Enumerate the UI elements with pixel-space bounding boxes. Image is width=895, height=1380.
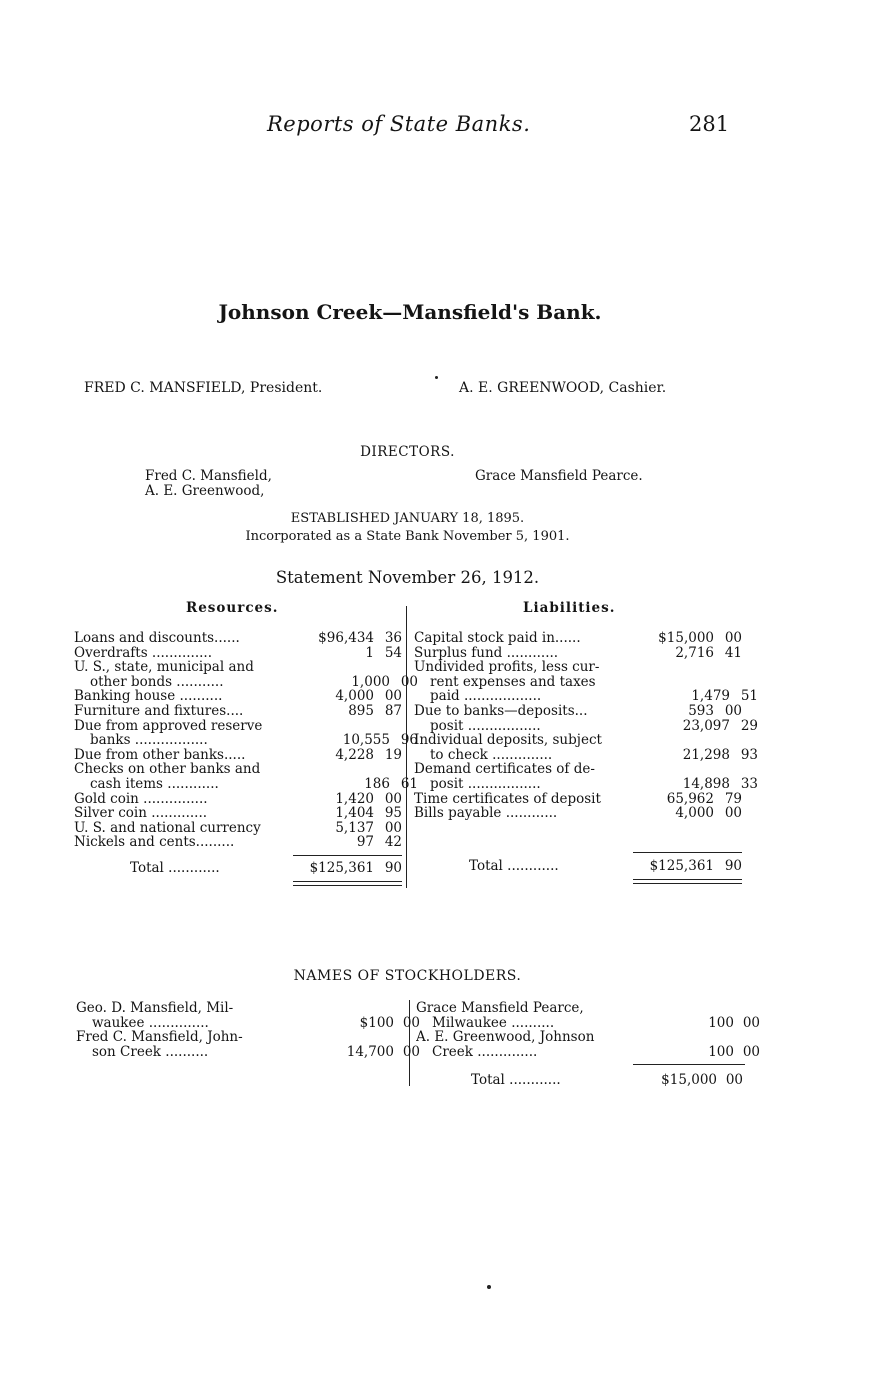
president: FRED C. MANSFIELD, President.: [84, 380, 323, 396]
row-label: waukee ..............: [92, 1015, 209, 1031]
row-cents: 00: [384, 819, 402, 836]
row-label: Silver coin .............: [74, 806, 208, 821]
row-cents: 00: [402, 1014, 420, 1031]
total-dollars: $125,361: [649, 858, 714, 874]
row-dollars: 186: [364, 775, 390, 792]
row-label: banks .................: [90, 733, 208, 748]
table-row: [74, 835, 418, 850]
total-label: Total ............: [469, 858, 559, 874]
row-cents: [374, 762, 402, 777]
total-rule: [293, 855, 402, 856]
row-cents: 51: [740, 688, 758, 705]
row-cents: 00: [384, 790, 402, 807]
row-cents: 41: [724, 644, 742, 661]
row-cents: [718, 1001, 744, 1016]
row-label: other bonds ...........: [90, 674, 224, 690]
table-row: [414, 762, 758, 777]
row-dollars: [636, 733, 714, 748]
row-cents: [714, 762, 742, 777]
row-cents: 00: [724, 805, 742, 822]
row-cents: 61: [400, 775, 418, 792]
table-row: [74, 792, 418, 807]
table-row: [414, 660, 758, 675]
row-cents: 33: [740, 775, 758, 792]
table-row: [414, 646, 758, 661]
table-row: [416, 1030, 760, 1045]
row-cents: 79: [724, 790, 742, 807]
row-cents: 42: [384, 834, 402, 851]
row-cents: [730, 675, 758, 690]
row-cents: 00: [724, 702, 742, 719]
table-row: [74, 806, 418, 821]
double-rule: [293, 885, 402, 886]
row-dollars: 1: [365, 644, 374, 661]
row-label: Individual deposits, subject: [414, 733, 602, 748]
table-row: [414, 733, 758, 748]
table-row: [76, 1016, 420, 1031]
row-cents: [714, 733, 742, 748]
total-cents: 90: [724, 858, 742, 874]
row-label: Capital stock paid in......: [414, 631, 581, 646]
cashier: A. E. GREENWOOD, Cashier.: [459, 380, 667, 396]
row-dollars: 14,898: [682, 775, 730, 792]
row-cents: 00: [384, 688, 402, 705]
row-label: to check ..............: [430, 747, 553, 763]
row-label: Grace Mansfield Pearce,: [416, 1001, 584, 1016]
table-row: [414, 719, 758, 734]
double-rule: [633, 883, 742, 884]
stockholders-right-list: [416, 1001, 760, 1059]
row-cents: 00: [400, 673, 418, 690]
row-label: Banking house ..........: [74, 689, 223, 704]
total-cents: 00: [725, 1072, 743, 1088]
row-label: Bills payable ............: [414, 806, 558, 821]
row-label: Checks on other banks and: [74, 762, 261, 777]
row-dollars: [638, 1030, 718, 1045]
row-label: Surplus fund ............: [414, 645, 559, 661]
row-cents: 00: [742, 1043, 760, 1060]
row-cents: 19: [384, 746, 402, 763]
total-dollars: $15,000: [661, 1072, 717, 1088]
row-cents: 87: [384, 702, 402, 719]
resources-total-row: [130, 860, 402, 876]
table-row: [416, 1016, 760, 1031]
row-dollars: [638, 1001, 718, 1016]
row-dollars: [298, 1001, 378, 1016]
row-cents: 36: [384, 630, 402, 646]
row-label: Nickels and cents.........: [74, 835, 235, 850]
row-label: Milwaukee ..........: [432, 1015, 555, 1031]
table-row: [414, 675, 758, 690]
row-label: Due from other banks.....: [74, 747, 246, 763]
row-dollars: 1,420: [335, 790, 374, 807]
director-name: Fred C. Mansfield,: [145, 468, 272, 484]
row-dollars: 2,716: [675, 644, 714, 661]
table-row: [416, 1045, 760, 1060]
table-row: [414, 792, 758, 807]
table-row: [414, 631, 758, 646]
row-dollars: $100: [359, 1014, 394, 1031]
row-cents: 00: [742, 1014, 760, 1031]
row-cents: [714, 660, 742, 675]
row-cents: 95: [384, 805, 402, 822]
table-row: [414, 777, 758, 792]
row-dollars: 100: [708, 1014, 734, 1031]
table-row: [414, 689, 758, 704]
row-label: Loans and discounts......: [74, 631, 240, 646]
double-rule: [633, 879, 742, 880]
row-label: rent expenses and taxes: [430, 674, 596, 690]
row-dollars: 1,000: [351, 673, 390, 690]
row-dollars: [296, 719, 374, 734]
print-speck: [487, 1285, 491, 1289]
table-row: [74, 704, 418, 719]
row-dollars: [298, 1030, 378, 1045]
total-label: Total ............: [471, 1072, 561, 1088]
row-dollars: [652, 675, 730, 690]
row-dollars: [636, 762, 714, 777]
row-label: Overdrafts ..............: [74, 645, 212, 661]
total-dollars: $125,361: [309, 860, 374, 876]
row-label: posit .................: [430, 776, 541, 792]
table-row: [76, 1045, 420, 1060]
row-label: Undivided profits, less cur-: [414, 660, 600, 675]
liabilities-heading: Liabilities.: [523, 600, 616, 616]
stockholders-left-list: [76, 1001, 420, 1059]
row-label: U. S. and national currency: [74, 820, 261, 836]
row-label: Time certificates of deposit: [414, 791, 601, 807]
directors-heading: DIRECTORS.: [360, 444, 455, 460]
table-row: [74, 821, 418, 836]
row-dollars: 97: [356, 834, 374, 851]
table-row: [74, 689, 418, 704]
row-dollars: 593: [688, 702, 714, 719]
row-label: Due to banks—deposits...: [414, 703, 588, 719]
row-label: Furniture and fixtures....: [74, 703, 244, 719]
row-dollars: 4,000: [335, 688, 374, 705]
page-number: 281: [689, 112, 730, 136]
row-dollars: 1,479: [691, 688, 730, 705]
row-label: Fred C. Mansfield, John-: [76, 1030, 243, 1045]
table-row: [76, 1001, 420, 1016]
row-dollars: 14,700: [346, 1043, 394, 1060]
resources-list: [74, 631, 418, 850]
row-dollars: 4,228: [335, 746, 374, 763]
table-row: [416, 1001, 760, 1016]
row-dollars: $96,434: [318, 630, 374, 646]
row-label: paid ..................: [430, 689, 542, 704]
row-cents: 00: [402, 1043, 420, 1060]
row-label: Gold coin ...............: [74, 791, 208, 807]
row-dollars: 10,555: [342, 732, 390, 749]
row-label: cash items ............: [90, 776, 219, 792]
total-cents: 90: [384, 860, 402, 876]
statement-title: Statement November 26, 1912.: [275, 568, 540, 587]
row-label: Demand certificates of de-: [414, 762, 595, 777]
table-row: [74, 719, 418, 734]
row-dollars: 21,298: [682, 746, 730, 763]
row-dollars: 895: [348, 702, 374, 719]
row-cents: 54: [384, 644, 402, 661]
row-label: Geo. D. Mansfield, Mil-: [76, 1001, 234, 1016]
table-row: [74, 733, 418, 748]
table-row: [414, 704, 758, 719]
stockholders-heading: NAMES OF STOCKHOLDERS.: [293, 968, 522, 984]
table-row: [76, 1030, 420, 1045]
running-title: Reports of State Banks.: [267, 112, 531, 136]
row-dollars: 5,137: [335, 819, 374, 836]
row-dollars: 4,000: [675, 805, 714, 822]
table-row: [74, 660, 418, 675]
table-row: [74, 631, 418, 646]
row-label: Due from approved reserve: [74, 718, 263, 734]
total-rule: [633, 1064, 745, 1065]
bank-title: Johnson Creek—Mansfield's Bank.: [218, 300, 602, 324]
row-dollars: [296, 762, 374, 777]
row-cents: [718, 1030, 744, 1045]
row-cents: [374, 660, 402, 675]
row-cents: [374, 719, 402, 734]
total-rule: [633, 852, 742, 853]
row-label: posit .................: [430, 718, 541, 734]
table-row: [74, 748, 418, 763]
row-dollars: $15,000: [658, 630, 714, 646]
print-speck: [435, 376, 438, 379]
stockholders-total-row: [471, 1072, 743, 1088]
incorporated-date: Incorporated as a State Bank November 5, 1901.: [245, 529, 570, 544]
table-row: [74, 777, 418, 792]
row-dollars: 65,962: [666, 790, 714, 807]
row-cents: 00: [724, 630, 742, 646]
resources-heading: Resources.: [186, 600, 279, 616]
row-dollars: [636, 660, 714, 675]
row-dollars: 100: [708, 1043, 734, 1060]
total-label: Total ............: [130, 860, 220, 876]
table-row: [74, 762, 418, 777]
table-row: [74, 675, 418, 690]
row-dollars: 1,404: [335, 805, 374, 822]
row-cents: 93: [740, 746, 758, 763]
established-date: ESTABLISHED JANUARY 18, 1895.: [290, 511, 525, 526]
row-label: U. S., state, municipal and: [74, 660, 254, 675]
director-name: Grace Mansfield Pearce.: [475, 468, 643, 484]
row-cents: [378, 1001, 404, 1016]
row-cents: [378, 1030, 404, 1045]
table-row: [414, 806, 758, 821]
table-row: [414, 748, 758, 763]
row-dollars: 23,097: [682, 717, 730, 734]
liabilities-list: [414, 631, 758, 821]
row-cents: 29: [740, 717, 758, 734]
director-name: A. E. Greenwood,: [145, 483, 265, 499]
double-rule: [293, 881, 402, 882]
table-row: [74, 646, 418, 661]
row-label: son Creek ..........: [92, 1044, 209, 1060]
liabilities-total-row: [469, 858, 742, 874]
row-cents: 96: [400, 732, 418, 749]
row-label: Creek ..............: [432, 1044, 538, 1060]
row-dollars: [296, 660, 374, 675]
row-label: A. E. Greenwood, Johnson: [416, 1030, 595, 1045]
